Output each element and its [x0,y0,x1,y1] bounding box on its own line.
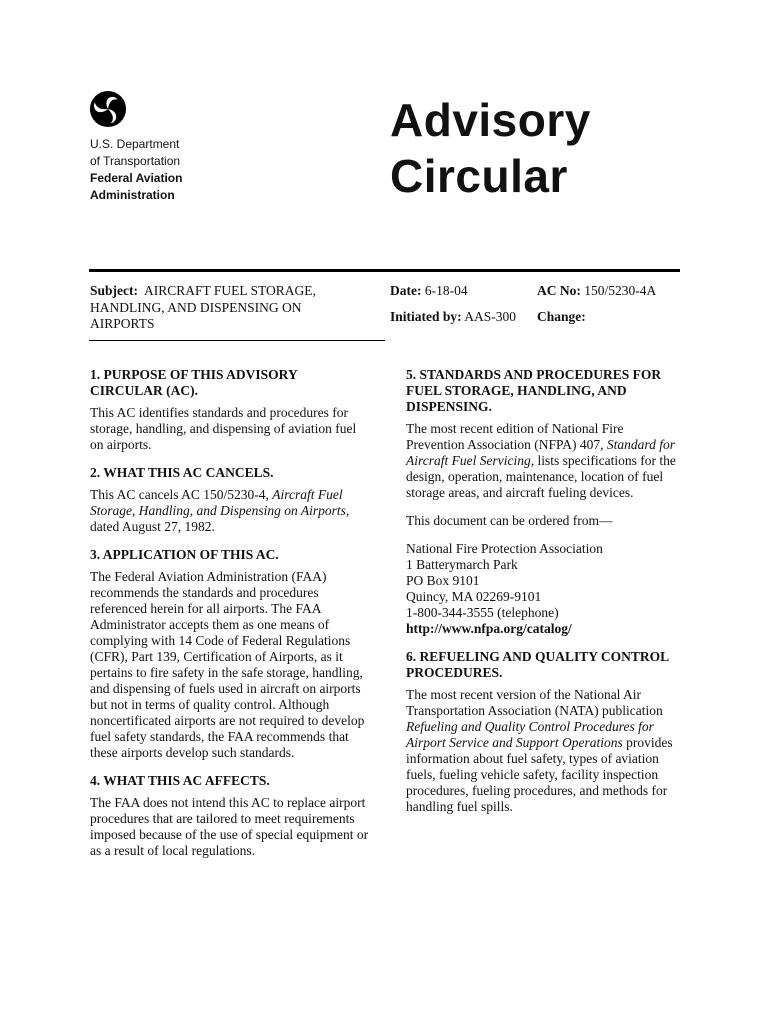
cited-title: Refueling and Quality Control Procedures for Airport Service and Support Operations [406,719,654,750]
subject-text: AIRCRAFT FUEL STORAGE, HANDLING, AND DISPENSING ON AIRPORTS [90,283,316,331]
initiated-label: Initiated by: [390,309,462,324]
nfpa-address [406,541,681,637]
cited-title: Standard for Aircraft Fuel Servicing, [406,437,676,468]
dot-triskelion-logo-icon [89,90,127,128]
address-line: PO Box 9101 [406,573,480,588]
body-text: lists specifications for the design, operation, maintenance, location of fuel storage areas, and aircraft fueling devices. [406,453,676,500]
body-text: This AC cancels AC 150/5230-4, [90,487,273,502]
agency-line: Administration [90,188,175,202]
date-value: 6-18-04 [424,283,468,298]
order-text: This document can be ordered from— [406,513,613,528]
nfpa-catalog-link[interactable]: http://www.nfpa.org/catalog/ [406,621,572,636]
section-body [406,687,681,815]
cited-title: Aircraft Fuel Storage, Handling, and Dispensing on Airports, [90,487,350,518]
date-field [390,283,468,299]
ac-number-field [537,283,656,299]
section-heading: 6. REFUELING AND QUALITY CONTROL PROCEDURES. [406,649,669,680]
change-label: Change: [537,309,586,324]
section-heading: 5. STANDARDS AND PROCEDURES FOR FUEL STORAGE, HANDLING, AND DISPENSING. [406,367,662,414]
agency-line: Federal Aviation [90,171,183,185]
section-body [406,421,681,501]
body-text: The most recent edition of National Fire Prevention Association (NFPA) 407, [406,421,624,452]
left-column [90,367,372,871]
address-line: 1-800-344-3555 (telephone) [406,605,559,620]
initiated-by-field [390,309,516,325]
subject-block [90,283,340,333]
address-line: Quincy, MA 02269-9101 [406,589,542,604]
section-body: The FAA does not intend this AC to replace airport procedures that are tailored to meet requirements imposed because of the use of special equipment or as a result of local regulations. [90,795,369,858]
initiated-value: AAS-300 [464,309,517,324]
change-field [537,309,586,325]
address-line: 1 Batterymarch Park [406,557,518,572]
section-heading: 2. WHAT THIS AC CANCELS. [90,465,274,480]
dept-line: of Transportation [90,154,181,168]
subject-divider [89,340,385,341]
date-label: Date: [390,283,422,298]
ac-number-label: AC No: [537,283,581,298]
right-column [406,367,681,827]
dept-line: U.S. Department [90,137,180,151]
header-divider [89,269,680,272]
title-line: Advisory [390,94,591,146]
department-name [90,136,182,204]
section-body: This AC identifies standards and procedures for storage, handling, and dispensing of aviation fuel on airports. [90,405,357,452]
ac-number-value: 150/5230-4A [584,283,657,298]
section-heading: 4. WHAT THIS AC AFFECTS. [90,773,270,788]
subject-label: Subject: [90,283,138,298]
body-text: provides information about fuel safety, types of aviation fuels, fueling vehicle safety, facility inspection procedures, fueling procedures, and methods for handling fuel spills. [406,735,673,814]
section-heading: 1. PURPOSE OF THIS ADVISORY CIRCULAR (AC). [90,367,298,398]
body-text: dated August 27, 1982. [90,519,215,534]
address-line: National Fire Protection Association [406,541,603,556]
section-body: The Federal Aviation Administration (FAA) recommends the standards and procedures referenced herein for all airports. The FAA Administrator accepts them as one means of complying with 14 Code of Federal Regulations (CFR), Part 139, Certification of Airports, as it pertains to fire safety in the safe storage, handling, and dispensing of fuels used in aircraft on airports but not in terms of quality control. Although noncertificated airports are not required to develop fuel safety standards, the FAA recommends that these airports develop such standards. [90,569,365,760]
body-text: The most recent version of the National Air Transportation Association (NATA) publication [406,687,663,718]
document-title [390,92,591,204]
title-line: Circular [390,150,568,202]
section-heading: 3. APPLICATION OF THIS AC. [90,547,279,562]
section-body [90,487,372,535]
